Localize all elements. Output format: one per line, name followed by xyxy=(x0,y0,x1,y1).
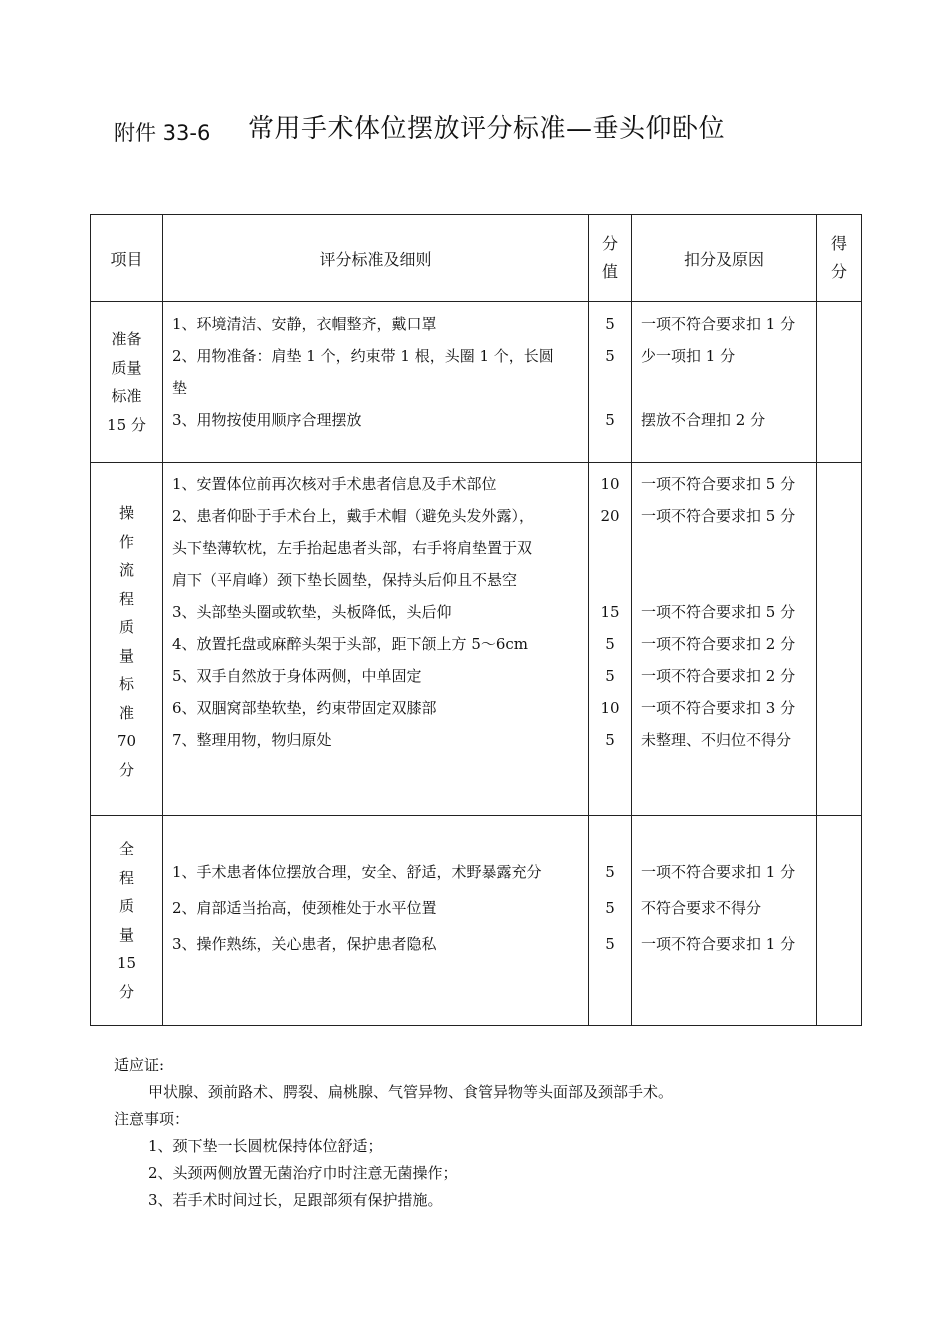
deduction-line: 一项不符合要求扣 1 分 xyxy=(641,863,796,881)
table-row xyxy=(91,463,862,816)
criteria-line: 1、安置体位前再次核对手术患者信息及手术部位 xyxy=(172,475,497,493)
deduction-line xyxy=(641,532,816,564)
caution-item: 2、头颈两侧放置无菌治疗巾时注意无菌操作； xyxy=(148,1164,458,1182)
section-name-part: 程 xyxy=(118,589,134,608)
score-cell xyxy=(817,463,862,816)
deduction-line: 摆放不合理扣 2 分 xyxy=(641,411,766,429)
deduction-line: 一项不符合要求扣 1 分 xyxy=(641,935,796,953)
section-name-part: 作 xyxy=(118,532,134,551)
value-cell xyxy=(589,816,632,1026)
criteria-line: 6、双腘窝部垫软垫，约束带固定双膝部 xyxy=(172,699,437,717)
indication-text: 甲状腺、颈前路术、腭裂、扁桃腺、气管异物、食管异物等头面部及颈部手术。 xyxy=(148,1083,674,1101)
section-name-part: 全 xyxy=(118,840,134,858)
section-name-part: 分 xyxy=(118,760,134,779)
page-title: 常用手术体位摆放评分标准—垂头仰卧位 xyxy=(248,114,726,144)
header-score xyxy=(817,215,862,302)
criteria-line: 肩下（平肩峰）颈下垫长圆垫，保持头后仰且不悬空 xyxy=(172,571,518,589)
section-name-part: 15 xyxy=(116,954,137,972)
header-value-char: 值 xyxy=(601,262,618,281)
deduction-line: 一项不符合要求扣 5 分 xyxy=(641,603,796,621)
criteria-line: 垫 xyxy=(172,379,188,397)
value-line: 10 xyxy=(600,475,620,493)
deduction-line xyxy=(641,564,816,596)
section-name-part: 准备 xyxy=(111,330,142,348)
section-name xyxy=(91,463,163,816)
scoring-table xyxy=(90,214,862,1026)
table-row xyxy=(91,302,862,463)
header-criteria: 评分标准及细则 xyxy=(163,215,589,302)
notes-section xyxy=(114,1052,673,1214)
value-line: 5 xyxy=(605,731,615,749)
deduction-cell xyxy=(632,302,817,463)
value-line: 5 xyxy=(605,863,615,881)
value-line: 20 xyxy=(600,507,620,525)
section-name-part: 质 xyxy=(118,618,134,636)
value-line: 5 xyxy=(605,315,615,333)
criteria-line: 3、操作熟练，关心患者，保护患者隐私 xyxy=(172,935,437,953)
criteria-line: 2、患者仰卧于手术台上，戴手术帽（避免头发外露）， xyxy=(172,507,535,525)
section-name-part: 准 xyxy=(118,703,134,722)
value-line xyxy=(589,372,631,404)
value-line: 5 xyxy=(605,347,615,365)
section-name-part: 15 分 xyxy=(107,415,146,434)
caution-item: 1、颈下垫一长圆枕保持体位舒适； xyxy=(148,1137,383,1155)
deduction-line: 一项不符合要求扣 5 分 xyxy=(641,475,796,493)
value-line: 5 xyxy=(605,635,615,653)
deduction-line xyxy=(641,372,816,404)
section-name-part: 程 xyxy=(118,868,134,887)
table-row xyxy=(91,816,862,1026)
criteria-line: 2、用物准备：肩垫 1 个，约束带 1 根，头圈 1 个，长圆 xyxy=(172,347,554,365)
criteria-line: 5、双手自然放于身体两侧，中单固定 xyxy=(172,667,422,685)
criteria-cell xyxy=(163,302,589,463)
value-cell xyxy=(589,463,632,816)
section-name-part: 质 xyxy=(118,897,134,915)
deduction-cell xyxy=(632,816,817,1026)
section-name xyxy=(91,816,163,1026)
caution-label: 注意事项： xyxy=(114,1110,190,1128)
section-name-part: 质量 xyxy=(111,358,142,377)
header-value-char: 分 xyxy=(601,234,618,253)
value-line: 15 xyxy=(600,603,620,621)
section-name-part: 操 xyxy=(118,504,134,522)
criteria-line: 3、头部垫头圈或软垫，头板降低，头后仰 xyxy=(172,603,452,621)
criteria-cell xyxy=(163,463,589,816)
caution-item: 3、若手术时间过长，足跟部须有保护措施。 xyxy=(148,1191,443,1209)
section-name-part: 分 xyxy=(118,982,134,1001)
section-name-part: 70 xyxy=(116,732,137,750)
header-deduction: 扣分及原因 xyxy=(632,215,817,302)
section-name xyxy=(91,302,163,463)
header-score-char: 分 xyxy=(830,262,847,281)
criteria-line: 1、手术患者体位摆放合理，安全、舒适，术野暴露充分 xyxy=(172,863,542,881)
header-value xyxy=(589,215,632,302)
deduction-line: 一项不符合要求扣 3 分 xyxy=(641,699,796,717)
section-name-part: 标 xyxy=(118,675,134,693)
indication-label: 适应证: xyxy=(114,1056,165,1074)
deduction-line: 少一项扣 1 分 xyxy=(641,347,736,365)
deduction-line: 一项不符合要求扣 5 分 xyxy=(641,507,796,525)
attachment-number: 附件 33-6 xyxy=(114,121,211,145)
deduction-line: 一项不符合要求扣 1 分 xyxy=(641,315,796,333)
section-name-part: 量 xyxy=(118,646,134,665)
deduction-line: 未整理、不归位不得分 xyxy=(641,731,792,749)
criteria-line: 1、环境清洁、安静，衣帽整齐，戴口罩 xyxy=(172,315,437,333)
value-line: 5 xyxy=(605,899,615,917)
deduction-line: 一项不符合要求扣 2 分 xyxy=(641,635,796,653)
header-item: 项目 xyxy=(91,215,163,302)
score-cell xyxy=(817,302,862,463)
value-line: 5 xyxy=(605,667,615,685)
deduction-line: 一项不符合要求扣 2 分 xyxy=(641,667,796,685)
criteria-line: 4、放置托盘或麻醉头架于头部，距下颌上方 5～6cm xyxy=(172,635,529,653)
criteria-line: 7、整理用物，物归原处 xyxy=(172,731,332,749)
deduction-line: 不符合要求不得分 xyxy=(641,899,762,917)
value-line xyxy=(589,564,631,596)
value-line: 10 xyxy=(600,699,620,717)
header-score-char: 得 xyxy=(830,234,847,253)
deduction-cell xyxy=(632,463,817,816)
score-cell xyxy=(817,816,862,1026)
section-name-part: 标准 xyxy=(111,387,142,405)
criteria-line: 2、肩部适当抬高，使颈椎处于水平位置 xyxy=(172,899,437,917)
criteria-line: 头下垫薄软枕，左手抬起患者头部，右手将肩垫置于双 xyxy=(172,539,533,557)
value-line xyxy=(589,532,631,564)
value-cell xyxy=(589,302,632,463)
criteria-cell xyxy=(163,816,589,1026)
value-line: 5 xyxy=(605,935,615,953)
table-header-row xyxy=(91,215,862,302)
value-line: 5 xyxy=(605,411,615,429)
section-name-part: 流 xyxy=(118,561,134,579)
section-name-part: 量 xyxy=(118,925,134,944)
criteria-line: 3、用物按使用顺序合理摆放 xyxy=(172,411,362,429)
